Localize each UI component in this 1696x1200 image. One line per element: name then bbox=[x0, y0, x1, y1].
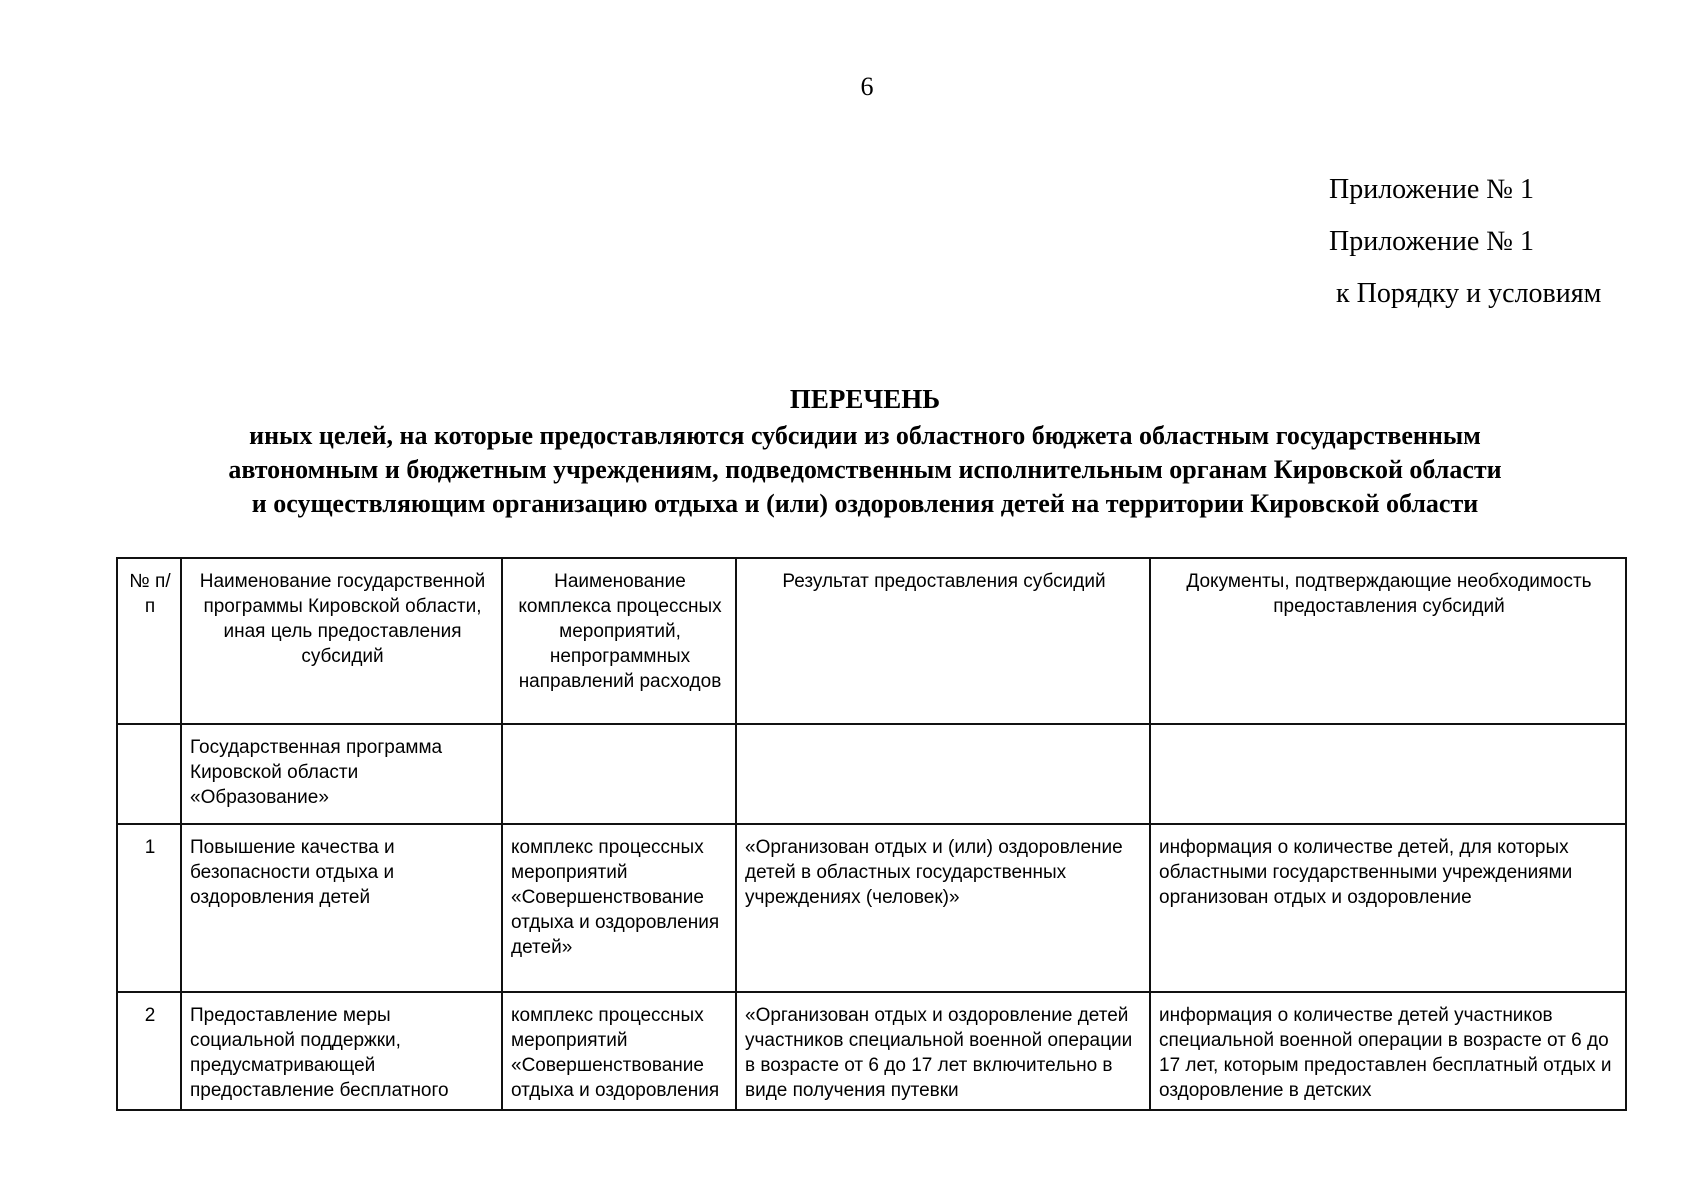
header-complex: Наименование комплекса процессных мероприятий, непрограммных направлений расходов bbox=[502, 558, 736, 724]
page-number: 6 bbox=[860, 72, 874, 101]
row-result-cell: «Организован отдых и оздоровление детей участников специальной военной операции в возрасте от 6 до 17 лет включительно в виде получения путевки bbox=[736, 992, 1150, 1110]
program-row-num-cell bbox=[117, 724, 181, 824]
subtitle-line-2: автономным и бюджетным учреждениям, подведомственным исполнительным органам Кировской области bbox=[228, 455, 1502, 484]
row-complex-cell: комплекс процессных мероприятий «Совершенствование отдыха и оздоровления детей» bbox=[502, 824, 736, 992]
table-row-program bbox=[117, 724, 1626, 824]
table-row bbox=[117, 824, 1626, 992]
row-num-cell: 2 bbox=[117, 992, 181, 1110]
row-docs-cell: информация о количестве детей участников специальной военной операции в возрасте от 6 до 17 лет, которым предоставлен бесплатный отдых и оздоровление в детских bbox=[1150, 992, 1626, 1110]
header-program: Наименование государственной программы Кировской области, иная цель предоставления субсидий bbox=[181, 558, 502, 724]
program-row-program-cell: Государственная программа Кировской области «Образование» bbox=[181, 724, 502, 824]
table-header-row bbox=[117, 558, 1626, 724]
row-complex-cell: комплекс процессных мероприятий «Совершенствование отдыха и оздоровления bbox=[502, 992, 736, 1110]
appendix-label: Приложение № 1 bbox=[1329, 174, 1534, 205]
appendix-label-repeat: Приложение № 1 bbox=[1329, 226, 1534, 257]
subtitle-line-3: и осуществляющим организацию отдыха и (или) оздоровления детей на территории Кировской области bbox=[251, 489, 1479, 518]
header-docs: Документы, подтверждающие необходимость предоставления субсидий bbox=[1150, 558, 1626, 724]
row-program-cell: Повышение качества и безопасности отдыха и оздоровления детей bbox=[181, 824, 502, 992]
program-row-complex-cell bbox=[502, 724, 736, 824]
header-result: Результат предоставления субсидий bbox=[736, 558, 1150, 724]
program-row-docs-cell bbox=[1150, 724, 1626, 824]
document-title: ПЕРЕЧЕНЬ bbox=[789, 384, 941, 414]
row-docs-cell: информация о количестве детей, для которых областными государственными учреждениями организован отдых и оздоровление bbox=[1150, 824, 1626, 992]
row-program-cell: Предоставление меры социальной поддержки, предусматривающей предоставление бесплатного bbox=[181, 992, 502, 1110]
table-row bbox=[117, 992, 1626, 1110]
subtitle-line-1: иных целей, на которые предоставляются субсидии из областного бюджета областным государственным bbox=[249, 421, 1481, 450]
subsidy-purposes-table bbox=[116, 557, 1627, 1111]
appendix-reference: к Порядку и условиям bbox=[1336, 278, 1602, 309]
header-num: № п/п bbox=[117, 558, 181, 724]
row-num-cell: 1 bbox=[117, 824, 181, 992]
row-result-cell: «Организован отдых и (или) оздоровление детей в областных государственных учреждениях (человек)» bbox=[736, 824, 1150, 992]
program-row-result-cell bbox=[736, 724, 1150, 824]
document-subtitle bbox=[100, 419, 1630, 521]
